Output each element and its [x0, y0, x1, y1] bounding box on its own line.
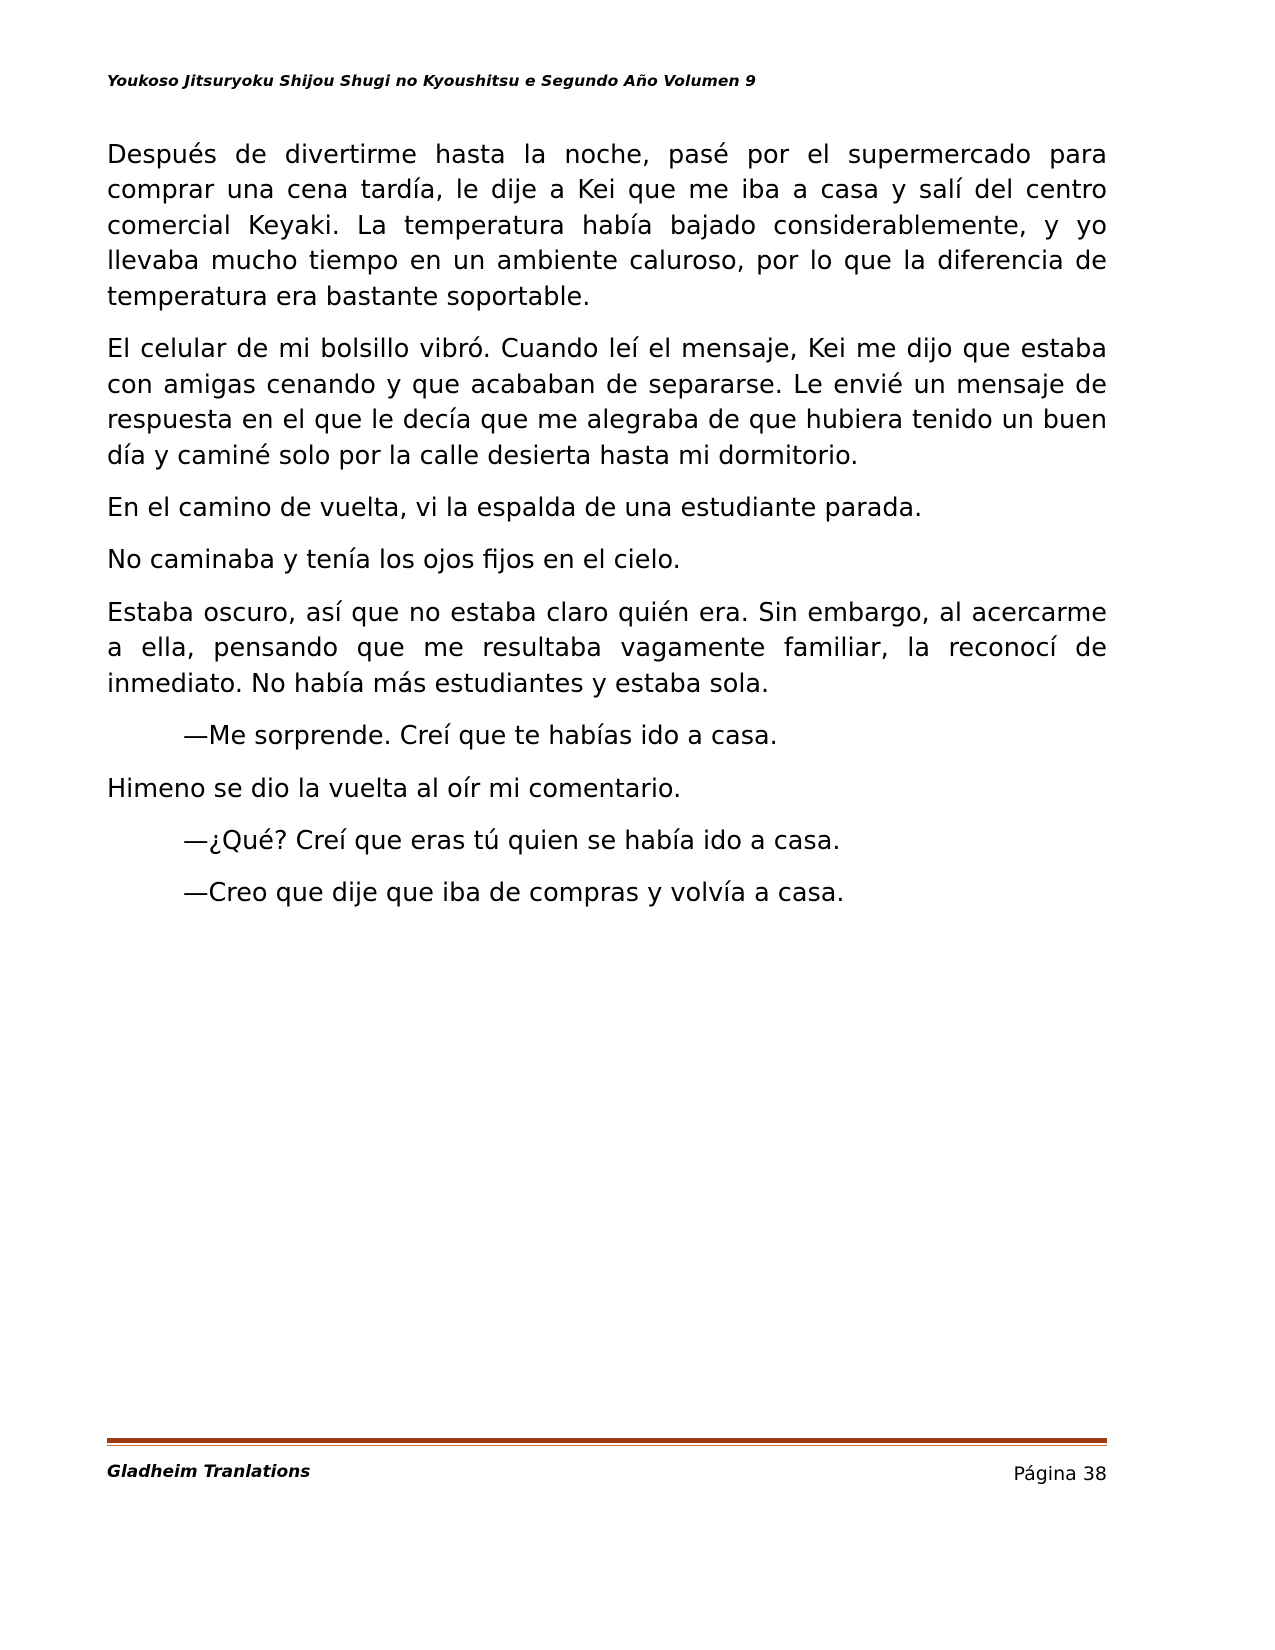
page-content: [107, 0, 1107, 1650]
paragraph: No caminaba y tenía los ojos fijos en el cielo.: [107, 545, 681, 576]
dialogue-line: —Creo que dije que iba de compras y volvía a casa.: [183, 878, 845, 909]
dialogue-line: —Me sorprende. Creí que te habías ido a casa.: [183, 721, 778, 752]
dialogue-line: —¿Qué? Creí que eras tú quien se había ido a casa.: [183, 826, 841, 856]
footer-divider-secondary: [107, 1445, 1107, 1446]
page-number-group: [1013, 1463, 1107, 1485]
paragraph: Después de divertirme hasta la noche, pasé por el supermercado para comprar una cena tardía, le dije a Kei que me iba a casa y salí del centro comercial Keyaki. La temperatura había bajado considerablemente, y yo llevaba mucho tiempo en un ambiente caluroso, por lo que la diferencia de temperatura era bastante soportable.: [107, 140, 1107, 312]
paragraph: Himeno se dio la vuelta al oír mi comentario.: [107, 773, 682, 804]
body-text: [107, 138, 1107, 929]
page-number-value: 38: [1082, 1463, 1107, 1485]
footer-credit: Gladheim Tranlations: [107, 1462, 311, 1482]
page-header: Youkoso Jitsuryoku Shijou Shugi no Kyoushitsu e Segundo Año Volumen 9: [107, 72, 756, 90]
page-footer: [107, 1462, 1107, 1492]
footer-divider: [107, 1438, 1107, 1443]
paragraph: El celular de mi bolsillo vibró. Cuando leí el mensaje, Kei me dijo que estaba con amigas cenando y que acababan de separarse. Le envié un mensaje de respuesta en el que le decía que me alegraba de que hubiera tenido un buen día y caminé solo por la calle desierta hasta mi dormitorio.: [107, 334, 1107, 471]
page-number-label: Página: [1013, 1463, 1077, 1485]
paragraph: En el camino de vuelta, vi la espalda de una estudiante parada.: [107, 492, 923, 523]
paragraph: Estaba oscuro, así que no estaba claro quién era. Sin embargo, al acercarme a ella, pensando que me resultaba vagamente familiar, la reconocí de inmediato. No había más estudiantes y estaba sola.: [107, 597, 1107, 699]
